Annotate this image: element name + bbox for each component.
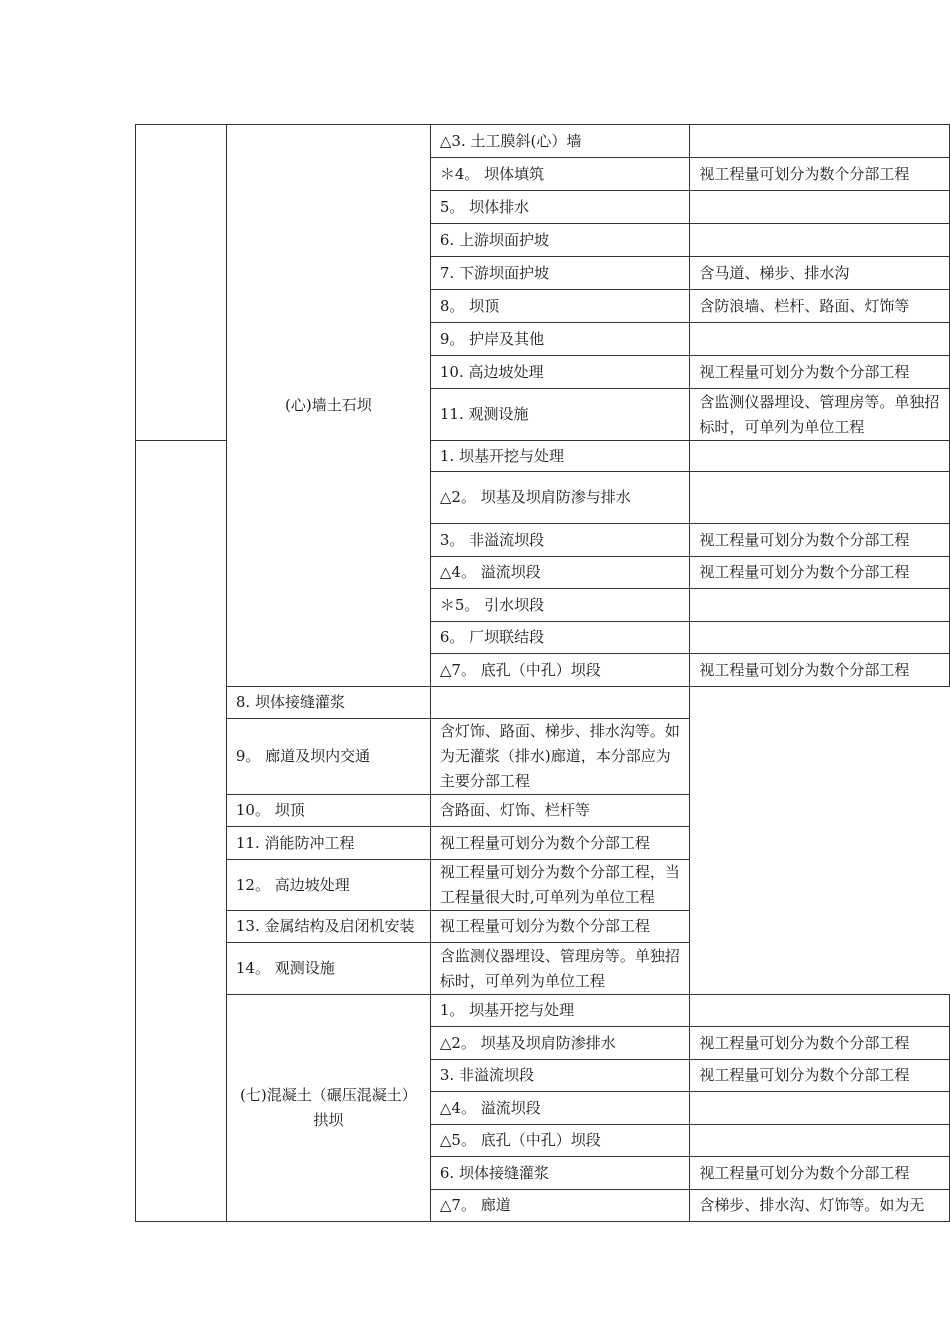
note-cell: 视工程量可划分为数个分部工程，当工程量很大时,可单列为单位工程 [430,860,690,911]
item-cell: △4。 溢流坝段 [430,1092,690,1125]
note-cell [690,1092,950,1125]
table-row [136,795,950,827]
table-row [136,911,950,943]
note-cell: 含路面、灯饰、栏杆等 [430,795,690,827]
item-cell: 3。 非溢流坝段 [430,524,690,557]
note-cell: 含监测仪器埋设、管理房等。单独招标时，可单列为单位工程 [430,943,690,995]
item-cell: 9。 廊道及坝内交通 [226,719,430,795]
note-cell: 视工程量可划分为数个分部工程 [690,524,950,557]
note-cell: 视工程量可划分为数个分部工程 [430,827,690,860]
item-cell: 10. 高边坡处理 [430,356,690,389]
item-cell: 9。 护岸及其他 [430,323,690,356]
note-cell [690,323,950,356]
note-cell [690,125,950,158]
division-table [135,124,950,1222]
item-cell: △7。 底孔（中孔）坝段 [430,654,690,687]
item-cell: 11. 消能防冲工程 [226,827,430,860]
item-cell: 10。 坝顶 [226,795,430,827]
table-row [136,687,950,719]
note-cell: 视工程量可划分为数个分部工程 [690,1027,950,1060]
item-cell: ＊5。 引水坝段 [430,589,690,622]
note-cell: 含梯步、排水沟、灯饰等。如为无 [690,1190,950,1222]
item-cell: △2。 坝基及坝肩防渗与排水 [430,472,690,524]
note-cell [690,472,950,524]
note-cell [690,589,950,622]
item-cell: 12。 高边坡处理 [226,860,430,911]
note-cell [690,191,950,224]
note-cell: 视工程量可划分为数个分部工程 [690,557,950,589]
item-cell: △7。 廊道 [430,1190,690,1222]
table-row [136,827,950,860]
note-cell [690,1125,950,1157]
note-cell: 含灯饰、路面、梯步、排水沟等。如为无灌浆（排水)廊道，本分部应为主要分部工程 [430,719,690,795]
dam-type-cell: (七)混凝土（碾压混凝土）拱坝 [226,995,430,1222]
item-cell: 6. 上游坝面护坡 [430,224,690,257]
item-cell: 6。 厂坝联结段 [430,622,690,654]
note-cell: 含防浪墙、栏杆、路面、灯饰等 [690,290,950,323]
table-row [136,719,950,795]
note-cell [690,441,950,472]
note-cell: 含马道、梯步、排水沟 [690,257,950,290]
item-cell: 5。 坝体排水 [430,191,690,224]
table-row [136,995,950,1027]
note-cell: 含监测仪器埋设、管理房等。单独招标时，可单列为单位工程 [690,389,950,441]
item-cell: 8。 坝顶 [430,290,690,323]
note-cell: 视工程量可划分为数个分部工程 [430,911,690,943]
item-cell: 3. 非溢流坝段 [430,1060,690,1092]
item-cell: △4。 溢流坝段 [430,557,690,589]
note-cell [690,224,950,257]
dam-type-cell: (心)墙土石坝 [226,125,430,687]
item-cell: 7. 下游坝面护坡 [430,257,690,290]
note-cell: 视工程量可划分为数个分部工程 [690,1157,950,1190]
item-cell: 8. 坝体接缝灌浆 [226,687,430,719]
item-cell: 1。 坝基开挖与处理 [430,995,690,1027]
note-cell: 视工程量可划分为数个分部工程 [690,158,950,191]
item-cell: △2。 坝基及坝肩防渗排水 [430,1027,690,1060]
item-cell: 14。 观测设施 [226,943,430,995]
category-cell [136,125,227,441]
note-cell: 视工程量可划分为数个分部工程 [690,356,950,389]
table-row [136,125,950,158]
item-cell: ＊4。 坝体填筑 [430,158,690,191]
note-cell [430,687,690,719]
item-cell: 11. 观测设施 [430,389,690,441]
item-cell: △3. 土工膜斜(心）墙 [430,125,690,158]
item-cell: 6. 坝体接缝灌浆 [430,1157,690,1190]
category-cell [136,441,227,1222]
item-cell: △5。 底孔（中孔）坝段 [430,1125,690,1157]
table-row [136,860,950,911]
table-row [136,943,950,995]
item-cell: 1. 坝基开挖与处理 [430,441,690,472]
note-cell [690,622,950,654]
item-cell: 13. 金属结构及启闭机安装 [226,911,430,943]
note-cell [690,995,950,1027]
note-cell: 视工程量可划分为数个分部工程 [690,1060,950,1092]
note-cell: 视工程量可划分为数个分部工程 [690,654,950,687]
